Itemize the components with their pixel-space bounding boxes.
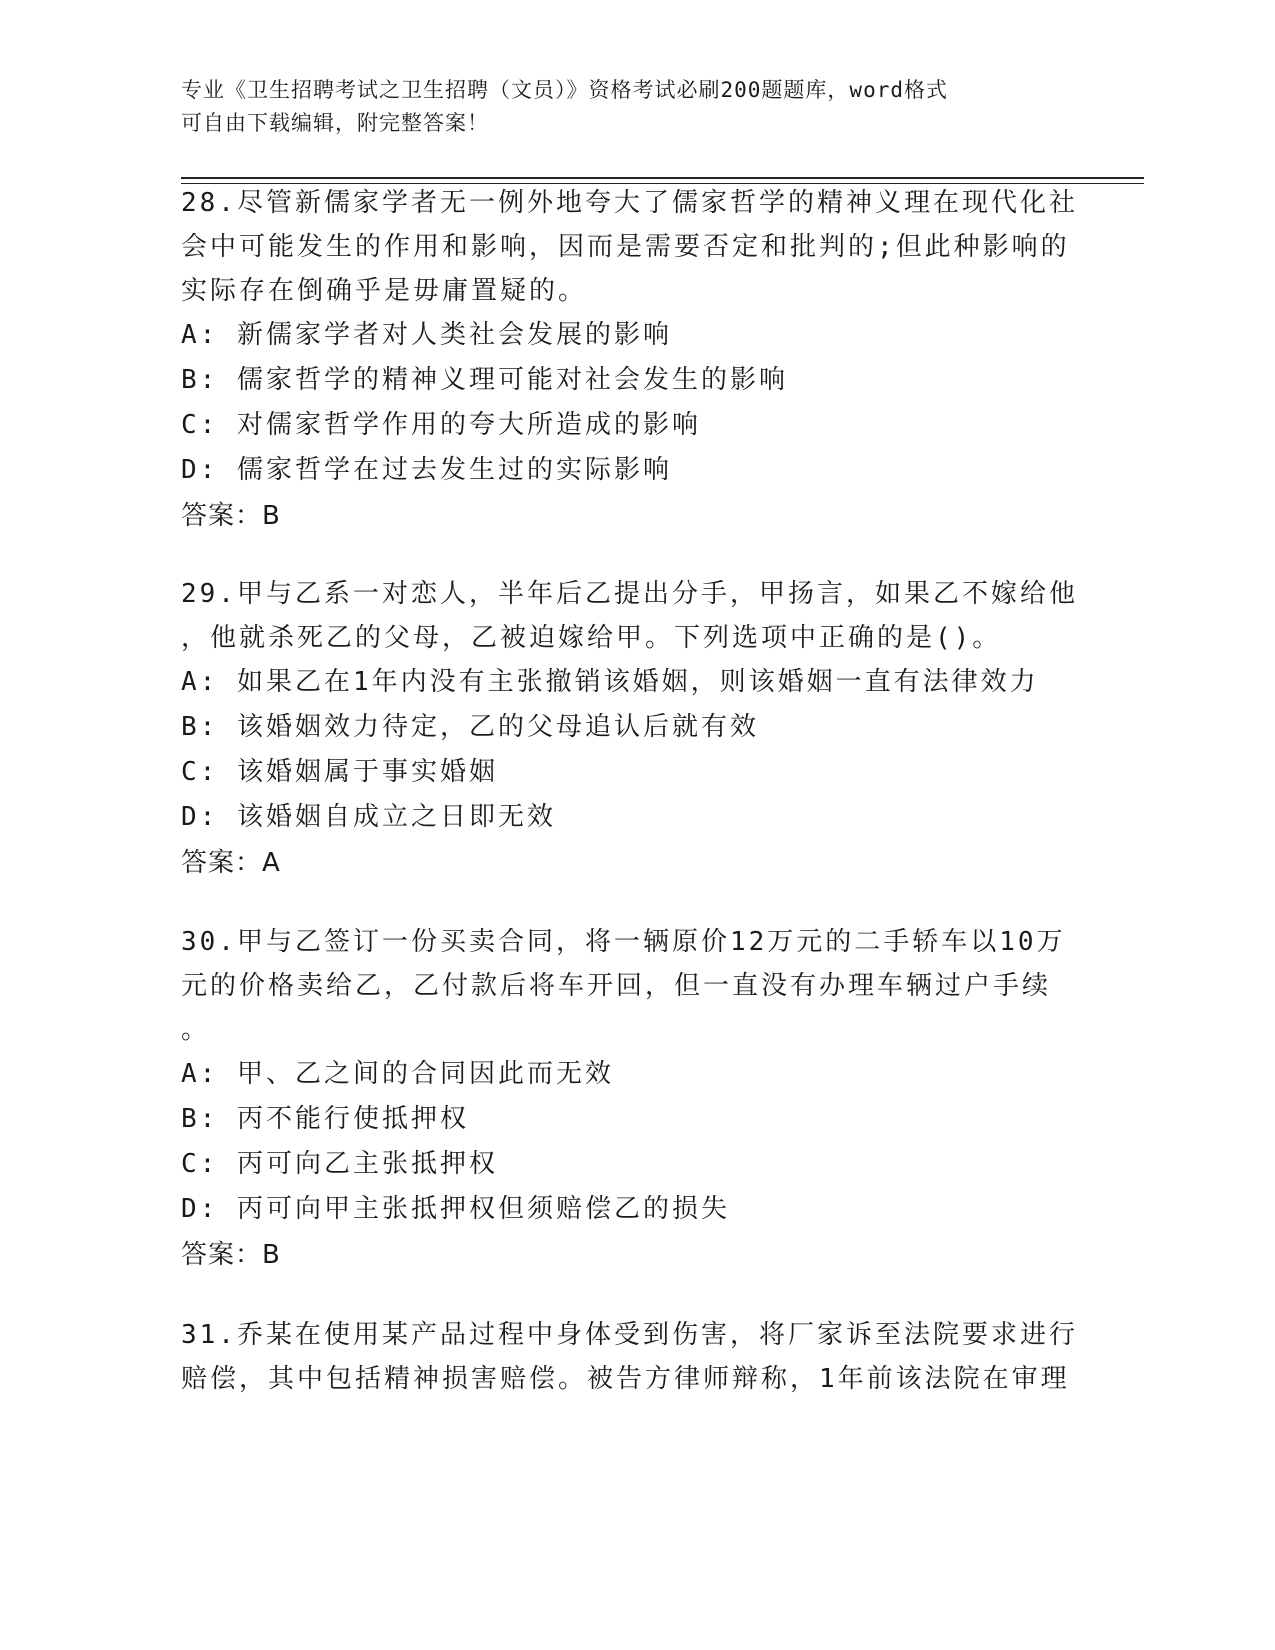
answer: 答案：B — [181, 1240, 281, 1270]
option-d: D: 丙可向甲主张抵押权但须赔偿乙的损失 — [181, 1194, 730, 1224]
answer: 答案：A — [181, 848, 281, 878]
question-stem-line: 31.乔某在使用某产品过程中身体受到伤害，将厂家诉至法院要求进行 — [181, 1320, 1078, 1350]
option-c: C: 丙可向乙主张抵押权 — [181, 1149, 498, 1179]
question-stem-line: 赔偿，其中包括精神损害赔偿。被告方律师辩称，1年前该法院在审理 — [181, 1364, 1070, 1394]
option-a: A: 如果乙在1年内没有主张撤销该婚姻，则该婚姻一直有法律效力 — [181, 667, 1039, 697]
header-line-1: 专业《卫生招聘考试之卫生招聘（文员）》资格考试必刷200题题库，word格式 — [181, 78, 948, 102]
option-a: A: 甲、乙之间的合同因此而无效 — [181, 1059, 614, 1089]
question-stem-line: 会中可能发生的作用和影响，因而是需要否定和批判的;但此种影响的 — [181, 232, 1070, 262]
question-stem-line: ，他就杀死乙的父母，乙被迫嫁给甲。下列选项中正确的是()。 — [181, 623, 1002, 653]
question-stem-line: 实际存在倒确乎是毋庸置疑的。 — [181, 276, 588, 306]
answer: 答案：B — [181, 501, 281, 531]
question-29 — [181, 572, 1081, 886]
header-rule-thick — [181, 177, 1144, 179]
question-30 — [181, 920, 1081, 1278]
question-28 — [181, 181, 1081, 539]
option-a: A: 新儒家学者对人类社会发展的影响 — [181, 320, 672, 350]
option-d: D: 该婚姻自成立之日即无效 — [181, 802, 556, 832]
question-stem-line: 元的价格卖给乙，乙付款后将车开回，但一直没有办理车辆过户手续 — [181, 971, 1052, 1001]
option-c: C: 该婚姻属于事实婚姻 — [181, 757, 498, 787]
question-stem-line: 28.尽管新儒家学者无一例外地夸大了儒家哲学的精神义理在现代化社 — [181, 188, 1078, 218]
question-stem-line: 29.甲与乙系一对恋人，半年后乙提出分手，甲扬言，如果乙不嫁给他 — [181, 579, 1078, 609]
option-b: B: 儒家哲学的精神义理可能对社会发生的影响 — [181, 365, 788, 395]
option-d: D: 儒家哲学在过去发生过的实际影响 — [181, 455, 672, 485]
option-b: B: 该婚姻效力待定，乙的父母追认后就有效 — [181, 712, 759, 742]
question-31 — [181, 1313, 1081, 1401]
option-b: B: 丙不能行使抵押权 — [181, 1104, 469, 1134]
header-line-2: 可自由下载编辑，附完整答案！ — [181, 111, 489, 135]
option-c: C: 对儒家哲学作用的夸大所造成的影响 — [181, 410, 701, 440]
document-header — [181, 74, 1061, 140]
question-stem-line: 。 — [181, 1015, 211, 1045]
question-stem-line: 30.甲与乙签订一份买卖合同，将一辆原价12万元的二手轿车以10万 — [181, 927, 1066, 957]
